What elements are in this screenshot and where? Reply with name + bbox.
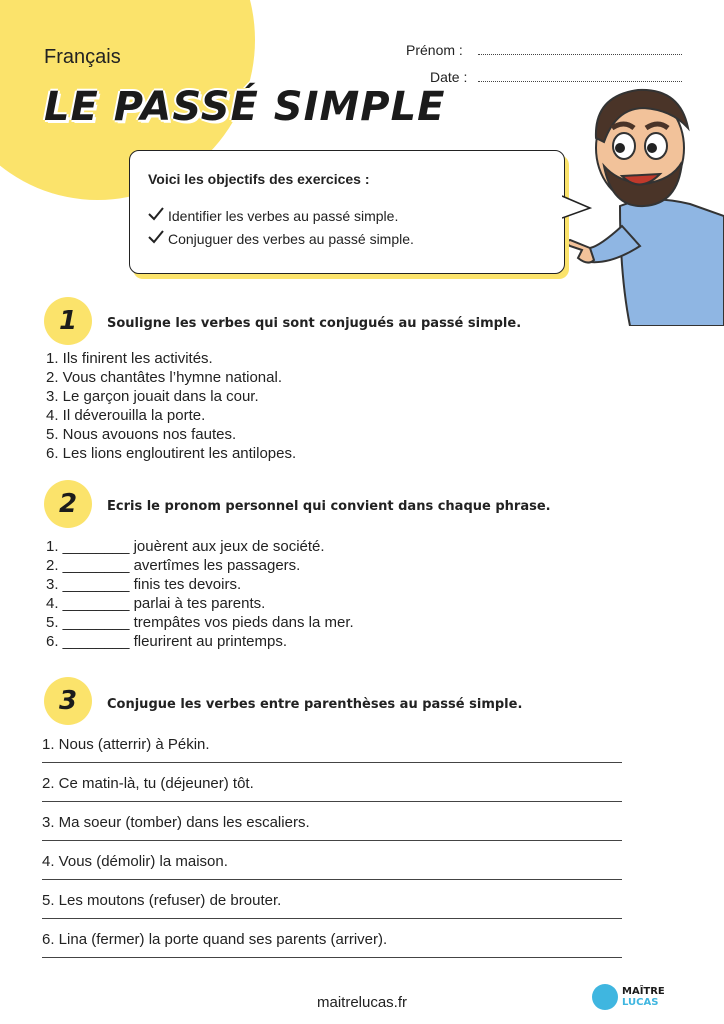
exercise-1-list xyxy=(46,349,296,463)
subject-label: Français xyxy=(44,46,121,68)
answer-line[interactable] xyxy=(42,910,622,919)
list-item: 2. Vous chantâtes l’hymne national. xyxy=(46,369,282,386)
check-icon xyxy=(148,207,168,224)
exercise-3-list xyxy=(42,735,622,958)
prenom-dotted-line xyxy=(478,54,682,55)
list-item: 6. Les lions engloutirent les antilopes. xyxy=(46,445,297,462)
list-item[interactable]: 2. ________ avertîmes les passagers. xyxy=(46,557,301,574)
bubble-tail-icon xyxy=(562,192,592,222)
list-item: 4. Vous (démolir) la maison. xyxy=(42,853,228,870)
check-icon xyxy=(148,230,168,247)
list-item: 1. Ils finirent les activités. xyxy=(46,350,213,367)
exercise-2-number: 2 xyxy=(44,480,92,528)
exercise-3-instruction: Conjugue les verbes entre parenthèses au passé simple. xyxy=(107,697,523,712)
date-field[interactable] xyxy=(430,69,467,85)
brain-icon xyxy=(592,984,618,1010)
objective-text: Identifier les verbes au passé simple. xyxy=(168,208,399,224)
objectives-bubble xyxy=(129,150,565,274)
list-item: 2. Ce matin-là, tu (déjeuner) tôt. xyxy=(42,775,254,792)
page-title: LE PASSÉ SIMPLE xyxy=(44,84,446,130)
exercise-2-list xyxy=(46,537,354,651)
prenom-field[interactable] xyxy=(406,42,463,58)
list-item: 5. Les moutons (refuser) de brouter. xyxy=(42,892,282,909)
answer-line[interactable] xyxy=(42,793,622,802)
objective-item xyxy=(148,230,414,247)
list-item[interactable]: 3. ________ finis tes devoirs. xyxy=(46,576,242,593)
maitre-lucas-logo xyxy=(592,982,664,1012)
list-item: 3. Le garçon jouait dans la cour. xyxy=(46,388,259,405)
list-item: 6. Lina (fermer) la porte quand ses parents (arriver). xyxy=(42,931,388,948)
answer-line[interactable] xyxy=(42,871,622,880)
objective-item xyxy=(148,207,398,224)
answer-line[interactable] xyxy=(42,949,622,958)
list-item: 1. Nous (atterrir) à Pékin. xyxy=(42,736,210,753)
list-item: 3. Ma soeur (tomber) dans les escaliers. xyxy=(42,814,310,831)
list-item: 5. Nous avouons nos fautes. xyxy=(46,426,237,443)
exercise-1-number: 1 xyxy=(44,297,92,345)
exercise-2-instruction: Ecris le pronom personnel qui convient dans chaque phrase. xyxy=(107,499,551,514)
footer-site[interactable]: maitrelucas.fr xyxy=(316,994,408,1011)
prenom-label: Prénom : xyxy=(406,42,463,58)
answer-line[interactable] xyxy=(42,832,622,841)
list-item[interactable]: 1. ________ jouèrent aux jeux de société. xyxy=(46,538,325,555)
objectives-title: Voici les objectifs des exercices : xyxy=(148,171,370,187)
objective-text: Conjuguer des verbes au passé simple. xyxy=(168,231,414,247)
list-item: 4. Il déverouilla la porte. xyxy=(46,407,206,424)
exercise-3-number: 3 xyxy=(44,677,92,725)
date-label: Date : xyxy=(430,69,468,85)
list-item[interactable]: 6. ________ fleurirent au printemps. xyxy=(46,633,287,650)
logo-line-1: MAÎTRE xyxy=(622,986,665,997)
exercise-1-instruction: Souligne les verbes qui sont conjugués au passé simple. xyxy=(107,316,522,331)
logo-line-2: LUCAS xyxy=(622,997,659,1008)
answer-line[interactable] xyxy=(42,754,622,763)
list-item[interactable]: 5. ________ trempâtes vos pieds dans la mer. xyxy=(46,614,354,631)
list-item[interactable]: 4. ________ parlai à tes parents. xyxy=(46,595,266,612)
